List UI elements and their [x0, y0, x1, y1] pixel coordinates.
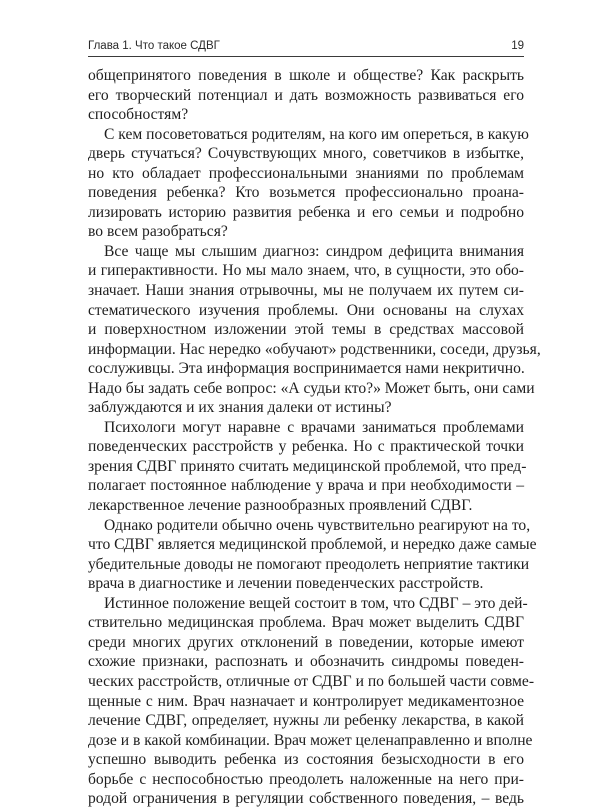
- text-line: успешно выводить ребенка из состояния безысходности в его: [88, 751, 524, 769]
- text-line: лизировать историю развития ребенка и его семьи и подробно: [88, 203, 524, 221]
- text-line: схожие признаки, распознать и обозначить синдромы поведен-: [88, 653, 524, 671]
- text-line: щенные с ним. Врач назначает и контролирует медикаментозное: [88, 692, 524, 710]
- text-line: дозе и в какой комбинации. Врач может целенаправленно и вполне: [88, 731, 533, 749]
- text-line: что СДВГ является медицинской проблемой, и нередко даже самые: [88, 536, 537, 554]
- text-line: поведения ребенка? Кто возьмется профессионально проана-: [88, 184, 524, 202]
- text-line: значает. Наши знания отрывочны, мы не получаем их путем си-: [88, 282, 524, 300]
- text-line: ческих расстройств, отличные от СДВГ и по большей части совме-: [88, 672, 535, 690]
- text-line: общепринятого поведения в школе и обществе? Как раскрыть: [88, 67, 524, 84]
- text-line: но кто обладает профессиональными знаниями по проблемам: [88, 164, 524, 182]
- paragraph: [88, 125, 529, 242]
- text-line: лечение СДВГ, определяет, нужны ли ребенку лекарства, в какой: [88, 712, 524, 730]
- text-line: борьбе с неспособностью преодолеть наложенные на него при-: [88, 770, 524, 788]
- text-line: сослуживцы. Эта информация воспринимается нами некритично.: [88, 360, 525, 378]
- text-line: информации. Нас нередко «обучают» родственники, соседи, друзья,: [88, 340, 541, 358]
- text-line: Надо бы задать себе вопрос: «А судьи кто?» Может быть, они сами: [88, 379, 535, 397]
- text-line: зрения СДВГ принято считать медицинской проблемой, что пред-: [88, 457, 527, 475]
- text-line: Однако родители обычно очень чувствительно реагируют на то,: [104, 516, 531, 534]
- body-text: [88, 66, 541, 809]
- text-line: Истинное положение вещей состоит в том, что СДВГ – это дей-: [104, 594, 528, 612]
- text-line: поведенческих расстройств у ребенка. Но с практической точки: [88, 438, 524, 456]
- text-line: Все чаще мы слышим диагноз: синдром дефицита внимания: [104, 242, 524, 260]
- paragraph: [88, 242, 541, 418]
- text-line: родой ограничения в регуляции собственного поведения, – ведь: [88, 790, 524, 808]
- running-header: [88, 38, 524, 57]
- text-line: среди многих других отклонений в поведении, которые имеют: [88, 633, 524, 651]
- text-line: заблуждаются и их знания далеки от истины?: [88, 399, 392, 417]
- text-line: его творческий потенциал и дать возможность развиваться его: [88, 86, 524, 104]
- text-line: и поверхностном изложении этой темы в средствах массовой: [88, 321, 524, 339]
- text-line: убедительные доводы не помогают преодолеть неприятие тактики: [88, 555, 530, 573]
- text-line: лекарственное лечение разнообразных проявлений СДВГ.: [88, 497, 473, 515]
- text-line: Психологи могут наравне с врачами заниматься проблемами: [104, 418, 524, 436]
- text-line: и гиперактивности. Но мы мало знаем, что, в сущности, это обо-: [88, 262, 524, 280]
- paragraph: [88, 516, 537, 594]
- text-line: во всем разобраться?: [88, 223, 228, 241]
- text-line: врача в диагностике и лечении поведенческих расстройств.: [88, 575, 484, 593]
- chapter-title: Глава 1. Что такое СДВГ: [88, 40, 220, 52]
- page-number: 19: [511, 40, 524, 52]
- text-line: С кем посоветоваться родителям, на кого им опереться, в какую: [104, 125, 529, 143]
- text-line: дверь стучаться? Сочувствующих много, советчиков в избытке,: [88, 145, 524, 163]
- text-line: стематического изучения проблемы. Они основаны на слухах: [88, 301, 524, 319]
- paragraph: [88, 418, 527, 516]
- text-line: ствительно медицинская проблема. Врач может выделить СДВГ: [88, 614, 524, 632]
- text-line: полагает постоянное наблюдение у врача и при необходимости –: [88, 477, 524, 495]
- text-line: способностям?: [88, 106, 189, 124]
- paragraph: [88, 66, 524, 125]
- paragraph: [88, 594, 535, 809]
